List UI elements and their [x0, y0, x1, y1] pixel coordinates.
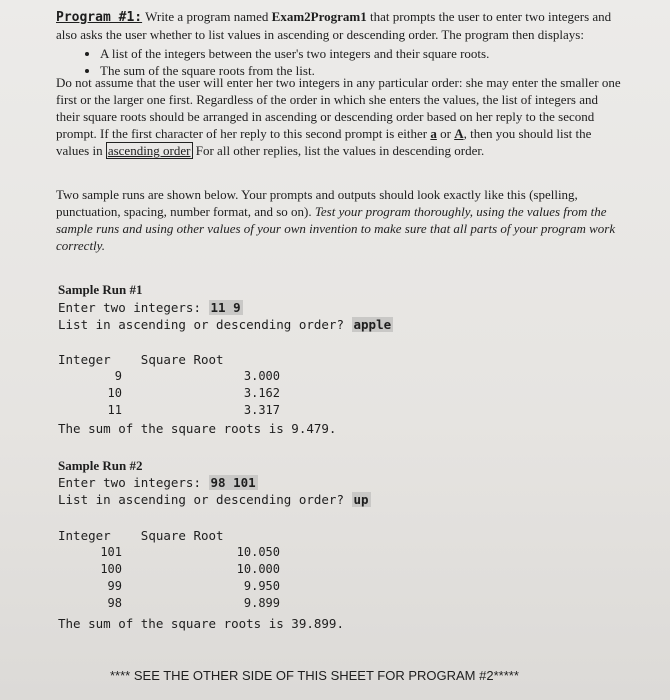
sum-line: The sum of the square roots is 39.899.: [58, 616, 344, 631]
table-row: [58, 579, 358, 596]
table-row: [58, 545, 358, 562]
sample-runs-intro: [56, 186, 621, 254]
program-label: Program #1:: [56, 10, 143, 25]
footer-note: **** SEE THE OTHER SIDE OF THIS SHEET FOR PROGRAM #2*****: [110, 668, 519, 683]
table-row: [58, 562, 358, 579]
integer-cell: 98: [107, 596, 122, 610]
char-A: A: [454, 126, 464, 141]
user-input: 11 9: [210, 300, 241, 315]
prompt-line: [58, 300, 243, 315]
sqrt-cell: 3.000: [243, 369, 280, 383]
table-header: [58, 352, 224, 367]
prompt-text: List in ascending or descending order?: [58, 492, 352, 507]
table-row: [58, 386, 358, 403]
sqrt-cell: 3.162: [243, 386, 280, 400]
sqrt-cell: 9.950: [243, 579, 280, 593]
output-table: [58, 545, 358, 613]
sqrt-cell: 10.050: [236, 545, 280, 559]
sum-line: The sum of the square roots is 9.479.: [58, 421, 337, 436]
prompt-line: [58, 475, 258, 490]
table-row: [58, 596, 358, 613]
intro-text-1: Write a program named: [145, 9, 269, 24]
user-input: up: [353, 492, 369, 507]
char-a: a: [430, 126, 437, 141]
header-square-root: Square Root: [140, 352, 224, 367]
prompt-text: Enter two integers:: [58, 300, 209, 315]
integer-cell: 9: [114, 369, 122, 383]
sample-run-title: Sample Run #2: [58, 458, 143, 473]
prompt-text: Enter two integers:: [58, 475, 209, 490]
integer-cell: 99: [107, 579, 122, 593]
bullet-item: • The sum of the square roots from the list.: [100, 62, 621, 79]
program-description: [56, 8, 621, 81]
sample-intro-text: Two sample runs are shown below. Your prompts and outputs should look exactly like this (spelling, punctuation, spacing, number format, and so on).: [56, 187, 578, 219]
header-integer: Integer: [58, 528, 111, 543]
prompt-text: List in ascending or descending order?: [58, 317, 352, 332]
sqrt-cell: 3.317: [243, 403, 280, 417]
or-text: or: [440, 126, 451, 141]
test-instructions: Test your program thoroughly, using the values from the sample runs and using other values of your own invention to make sure that all parts of your program work correctly.: [56, 204, 616, 253]
table-row: [58, 403, 358, 420]
ascending-order-phrase: ascending order: [107, 143, 191, 158]
program-name: Exam2Program1: [271, 9, 367, 24]
sample-run-title: Sample Run #1: [58, 282, 143, 297]
intro-text-2: that prompts the user to enter two integers and also asks the user whether to list values in ascending or descending order. The program then displays:: [56, 9, 612, 42]
bullet-item: • A list of the integers between the user's two integers and their square roots.: [100, 45, 621, 62]
integer-cell: 10: [107, 386, 122, 400]
header-integer: Integer: [58, 352, 111, 367]
integer-cell: 100: [100, 562, 122, 576]
order-text-a: Do not assume that the user will enter her two integers in any particular order: she may enter the smaller one first or the larger one first. Regardless of the order in which she enters the values, the list of integers and their square roots should be arranged in ascending or descending order based on her reply to the second prompt. If the first character of her reply to this second prompt is either: [56, 75, 621, 141]
integer-cell: 11: [107, 403, 122, 417]
output-table: [58, 369, 358, 420]
user-input: apple: [353, 317, 392, 332]
prompt-line: [58, 317, 393, 332]
order-text-c: For all other replies, list the values in descending order.: [195, 143, 485, 158]
user-input: 98 101: [210, 475, 256, 490]
sqrt-cell: 10.000: [236, 562, 280, 576]
integer-cell: 101: [100, 545, 122, 559]
table-row: [58, 369, 358, 386]
prompt-line: [58, 492, 371, 507]
sqrt-cell: 9.899: [243, 596, 280, 610]
table-header: [58, 528, 224, 543]
order-text-b: , then you should list the values in: [56, 126, 592, 158]
header-square-root: Square Root: [140, 528, 224, 543]
order-paragraph: [56, 74, 621, 159]
